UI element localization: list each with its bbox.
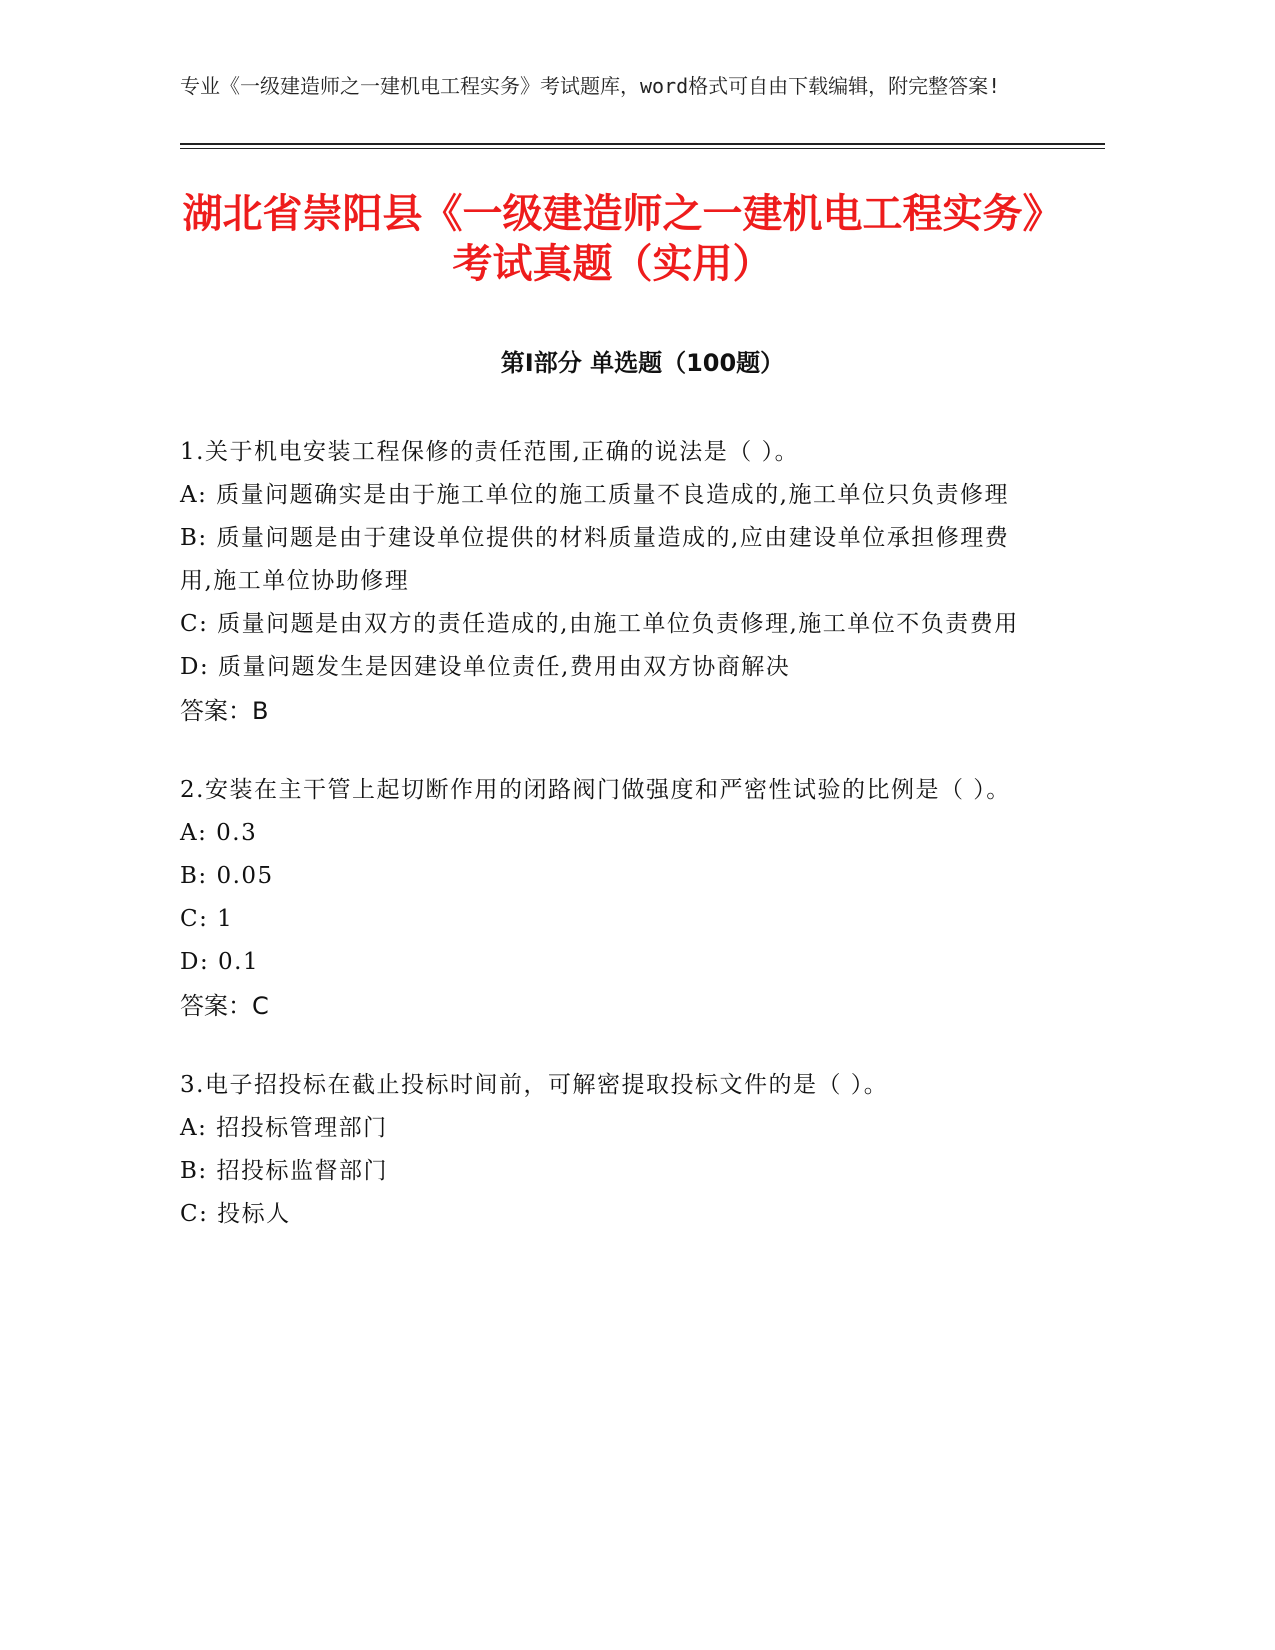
option-c: C: 质量问题是由双方的责任造成的,由施工单位负责修理,施工单位不负责费用 (180, 611, 1019, 637)
header-note: 专业《一级建造师之一建机电工程实务》考试题库，word格式可自由下载编辑，附完整答案! (180, 74, 1001, 98)
section-title: 第I部分 单选题（100题） (500, 349, 785, 377)
option-b: B: 0.05 (180, 863, 274, 889)
question-2 (180, 769, 1105, 1028)
header-divider (180, 143, 1105, 149)
option-a: A: 0.3 (180, 820, 258, 846)
option-a: A: 招投标管理部门 (180, 1115, 388, 1141)
option-c: C: 投标人 (180, 1201, 291, 1227)
document-title: 湖北省崇阳县《一级建造师之一建机电工程实务》考试真题（实用） (182, 191, 1043, 287)
question-3 (180, 1064, 1105, 1236)
option-b: B: 招投标监督部门 (180, 1158, 388, 1184)
question-stem: 3.电子招投标在截止投标时间前，可解密提取投标文件的是（ ）。 (180, 1072, 889, 1098)
option-a: A: 质量问题确实是由于施工单位的施工质量不良造成的,施工单位只负责修理 (180, 482, 1009, 508)
answer: 答案：B (180, 697, 269, 725)
question-stem: 2.安装在主干管上起切断作用的闭路阀门做强度和严密性试验的比例是（ ）。 (180, 777, 1011, 803)
option-c: C: 1 (180, 906, 234, 932)
answer: 答案：C (180, 992, 269, 1020)
question-list (180, 431, 1105, 1236)
option-d: D: 质量问题发生是因建设单位责任,费用由双方协商解决 (180, 654, 791, 680)
question-stem: 1.关于机电安装工程保修的责任范围,正确的说法是（ ）。 (180, 439, 800, 465)
document-page (180, 70, 1105, 1272)
option-b: B: 质量问题是由于建设单位提供的材料质量造成的,应由建设单位承担修理费用,施工单位协助修理 (180, 525, 1010, 594)
option-d: D: 0.1 (180, 949, 260, 975)
question-1 (180, 431, 1105, 733)
